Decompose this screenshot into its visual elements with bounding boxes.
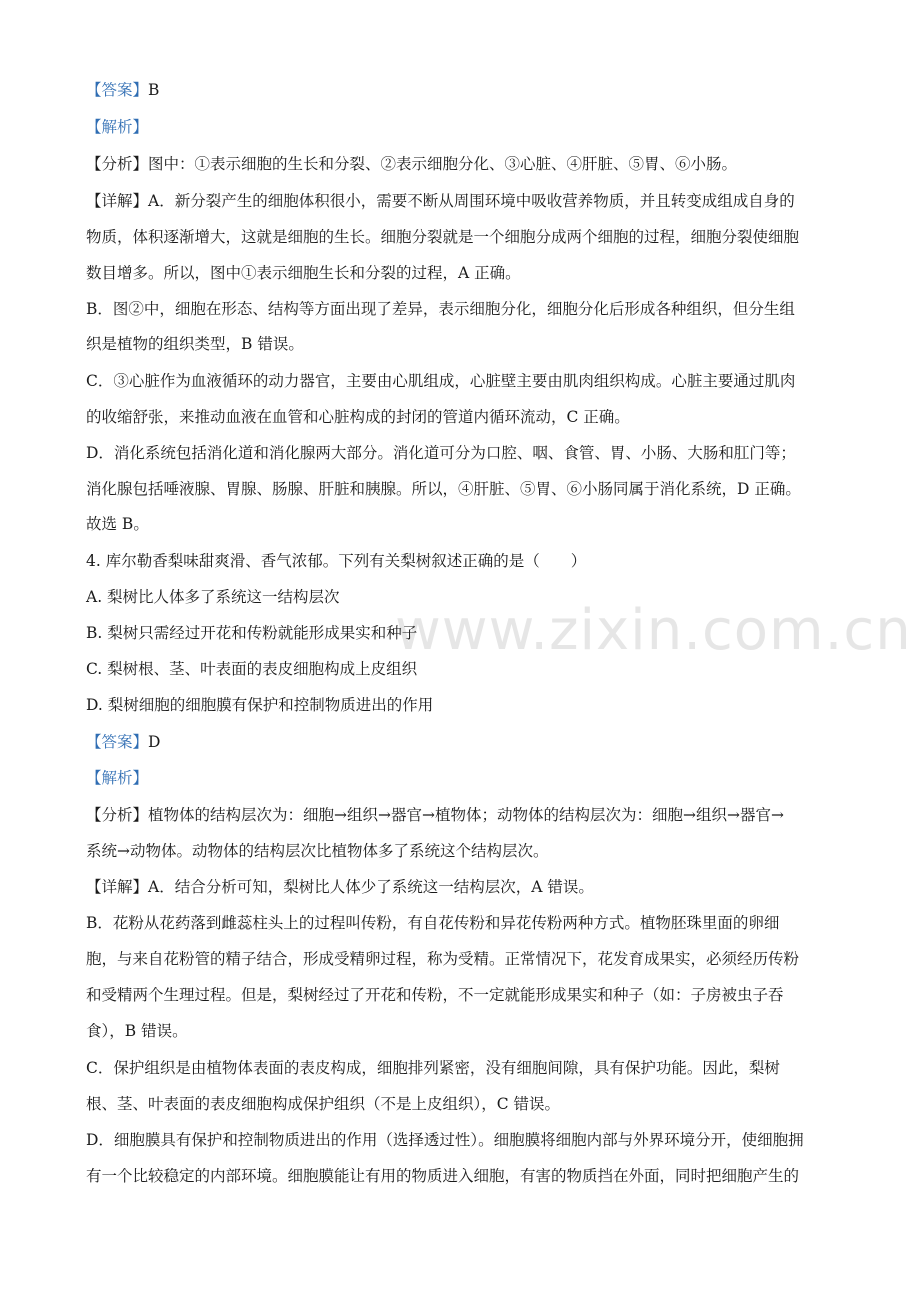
fenxi-line bbox=[86, 803, 784, 825]
answer-tag: 【答案】 bbox=[86, 733, 149, 751]
answer-value: B bbox=[148, 81, 160, 99]
conclusion-line: 故选 B。 bbox=[86, 515, 149, 533]
answer-tag: 【答案】 bbox=[86, 81, 149, 99]
text-line: B．花粉从花药落到雌蕊柱头上的过程叫传粉，有自花传粉和异花传粉两种方式。植物胚珠里面的卵细 bbox=[86, 914, 780, 932]
text-line: 胞，与来自花粉管的精子结合，形成受精卵过程，称为受精。正常情况下，花发育成果实，必须经历传粉 bbox=[86, 950, 800, 968]
xiangjie-line bbox=[86, 189, 795, 211]
text-line: 物质，体积逐渐增大，这就是细胞的生长。细胞分裂就是一个细胞分成两个细胞的过程，细胞分裂使细胞 bbox=[86, 228, 800, 246]
answer-line bbox=[86, 730, 160, 752]
watermark: www.zixin.com.cn bbox=[395, 598, 912, 663]
text-line: B．图②中，细胞在形态、结构等方面出现了差异，表示细胞分化，细胞分化后形成各种组织，但分生组 bbox=[86, 300, 795, 318]
xiangjie-text: A．新分裂产生的细胞体积很小，需要不断从周围环境中吸收营养物质，并且转变成组成自身的 bbox=[148, 192, 795, 210]
fenxi-text: 植物体的结构层次为：细胞→组织→器官→植物体；动物体的结构层次为：细胞→组织→器官→ bbox=[148, 806, 784, 824]
xiangjie-tag: 【详解】 bbox=[86, 878, 149, 896]
option-a: A. 梨树比人体多了系统这一结构层次 bbox=[86, 588, 340, 606]
answer-line bbox=[86, 78, 159, 100]
text-line: 根、茎、叶表面的表皮细胞构成保护组织（不是上皮组织），C 错误。 bbox=[86, 1095, 561, 1113]
text-line: 织是植物的组织类型，B 错误。 bbox=[86, 335, 304, 353]
text-line: C．③心脏作为血液循环的动力器官，主要由心肌组成，心脏壁主要由肌肉组织构成。心脏主要通过肌肉 bbox=[86, 372, 796, 390]
fenxi-line bbox=[86, 152, 737, 174]
analysis-tag: 【解析】 bbox=[86, 118, 149, 136]
xiangjie-tag: 【详解】 bbox=[86, 192, 149, 210]
xiangjie-text: A．结合分析可知，梨树比人体少了系统这一结构层次，A 错误。 bbox=[148, 878, 594, 896]
xiangjie-line bbox=[86, 875, 594, 897]
option-d: D. 梨树细胞的细胞膜有保护和控制物质进出的作用 bbox=[86, 696, 434, 714]
answer-value: D bbox=[148, 733, 161, 751]
text-line: 食），B 错误。 bbox=[86, 1022, 188, 1040]
question-stem: 4. 库尔勒香梨味甜爽滑、香气浓郁。下列有关梨树叙述正确的是（ ） bbox=[86, 552, 587, 570]
text-line: 的收缩舒张，来推动血液在血管和心脏构成的封闭的管道内循环流动，C 正确。 bbox=[86, 408, 630, 426]
fenxi-tag: 【分析】 bbox=[86, 155, 149, 173]
fenxi-text: 图中：①表示细胞的生长和分裂、②表示细胞分化、③心脏、④肝脏、⑤胃、⑥小肠。 bbox=[148, 155, 738, 173]
text-line: C．保护组织是由植物体表面的表皮构成，细胞排列紧密，没有细胞间隙，具有保护功能。因此，梨树 bbox=[86, 1059, 780, 1077]
text-line: 数目增多。所以，图中①表示细胞生长和分裂的过程，A 正确。 bbox=[86, 264, 521, 282]
option-b: B. 梨树只需经过开花和传粉就能形成果实和种子 bbox=[86, 624, 418, 642]
text-line: 系统→动物体。动物体的结构层次比植物体多了系统这个结构层次。 bbox=[86, 842, 549, 860]
text-line: 有一个比较稳定的内部环境。细胞膜能让有用的物质进入细胞，有害的物质挡在外面，同时把细胞产生的 bbox=[86, 1167, 800, 1185]
text-line: 和受精两个生理过程。但是，梨树经过了开花和传粉，不一定就能形成果实和种子（如：子房被虫子吞 bbox=[86, 986, 784, 1004]
text-line: D．细胞膜具有保护和控制物质进出的作用（选择透过性）。细胞膜将细胞内部与外界环境分开，使细胞拥 bbox=[86, 1131, 804, 1149]
analysis-tag: 【解析】 bbox=[86, 769, 149, 787]
option-c: C. 梨树根、茎、叶表面的表皮细胞构成上皮组织 bbox=[86, 660, 418, 678]
fenxi-tag: 【分析】 bbox=[86, 806, 149, 824]
text-line: D．消化系统包括消化道和消化腺两大部分。消化道可分为口腔、咽、食管、胃、小肠、大肠和肛门等； bbox=[86, 444, 796, 462]
text-line: 消化腺包括唾液腺、胃腺、肠腺、肝脏和胰腺。所以，④肝脏、⑤胃、⑥小肠同属于消化系统，D 正确。 bbox=[86, 480, 801, 498]
